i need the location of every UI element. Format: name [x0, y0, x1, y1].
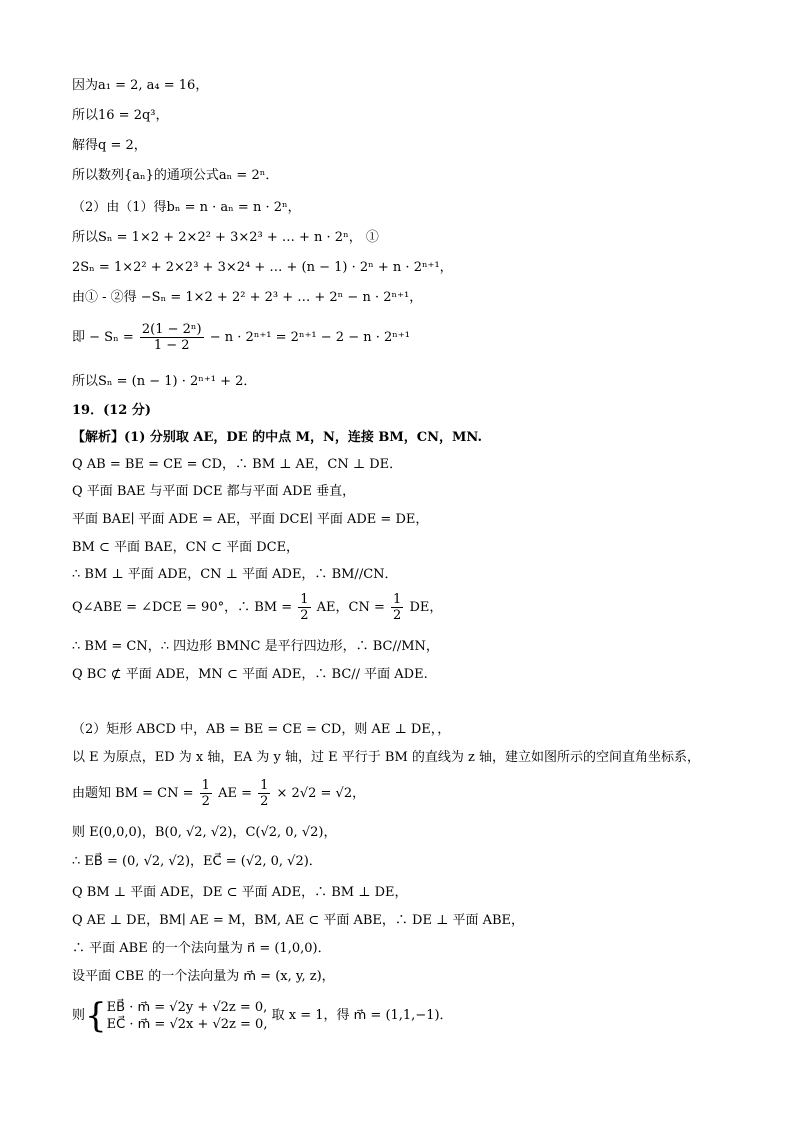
- fraction: [200, 778, 212, 809]
- equation-part: × 2√2 = √2，: [276, 786, 366, 801]
- fraction-equation-line: [72, 592, 442, 623]
- text-line: ∴ 平面 ABE 的一个法向量为 n⃗ = (1,0,0)．: [72, 941, 331, 956]
- left-brace-icon: {: [85, 995, 107, 1036]
- system-equation-2: EC⃗ · m⃗ = √2x + √2z = 0,: [106, 1016, 268, 1032]
- equation-part: 由题知 BM = CN =: [72, 786, 198, 801]
- equation-part: AE，CN =: [316, 600, 390, 615]
- equation-part: Q∠ABE = ∠DCE = 90°，∴ BM =: [72, 600, 297, 615]
- text-line: 由① - ②得 −Sₙ = 1×2 + 2² + 2³ + … + 2ⁿ − n · 2ⁿ⁺¹，: [72, 290, 423, 305]
- fraction-numerator: 1: [260, 778, 269, 793]
- text-line: 平面 BAE∣ 平面 ADE = AE，平面 DCE∣ 平面 ADE = DE，: [72, 512, 429, 527]
- text-line: 解得q = 2，: [72, 138, 147, 153]
- fraction-numerator: 1: [201, 778, 210, 793]
- text-line: （2）矩形 ABCD 中，AB = BE = CE = CD，则 AE ⊥ DE，，: [72, 722, 451, 737]
- equation-suffix: − n · 2ⁿ⁺¹ = 2ⁿ⁺¹ − 2 − n · 2ⁿ⁺¹: [209, 330, 410, 345]
- text-line: 因为a₁ = 2, a₄ = 16，: [72, 78, 209, 93]
- fraction-denominator: 2: [300, 608, 309, 623]
- text-line: ∴ BM = CN，∴ 四边形 BMNC 是平行四边形，∴ BC//MN，: [72, 639, 439, 654]
- fraction-denominator: 1 − 2: [153, 338, 190, 353]
- text-line: 则 E(0,0,0)，B(0, √2, √2)，C(√2, 0, √2)，: [72, 825, 337, 840]
- text-line: 所以16 = 2q³，: [72, 108, 169, 123]
- text-line: ∴ EB⃗ = (0, √2, √2)，EC⃗ = (√2, 0, √2)．: [72, 854, 322, 869]
- fraction-numerator: 1: [393, 592, 402, 607]
- fraction-equation-line: [72, 778, 365, 809]
- fraction-equation-line: [72, 322, 410, 353]
- fraction-numerator: 2(1 − 2ⁿ): [141, 322, 202, 337]
- text-line: Q AE ⊥ DE，BM∣ AE = M，BM, AE ⊂ 平面 ABE，∴ DE ⊥ 平面 ABE，: [72, 913, 525, 928]
- analysis-heading: 【解析】(1) 分别取 AE，DE 的中点 M，N，连接 BM，CN，MN.: [72, 430, 483, 445]
- text-line: 2Sₙ = 1×2² + 2×2³ + 3×2⁴ + … + (n − 1) · 2ⁿ + n · 2ⁿ⁺¹，: [72, 260, 453, 275]
- text-line: 所以数列{aₙ}的通项公式aₙ = 2ⁿ．: [72, 168, 279, 183]
- text-line: 所以Sₙ = 1×2 + 2×2² + 3×2³ + … + n · 2ⁿ， ①: [72, 230, 379, 245]
- fraction: [298, 592, 310, 623]
- text-line: ∴ BM ⊥ 平面 ADE，CN ⊥ 平面 ADE，∴ BM//CN．: [72, 567, 398, 582]
- equation-system-line: [72, 996, 453, 1036]
- fraction-numerator: 1: [300, 592, 309, 607]
- text-line: 以 E 为原点，ED 为 x 轴，EA 为 y 轴，过 E 平行于 BM 的直线为 z 轴，建立如图所示的空间直角坐标系，: [72, 750, 701, 765]
- text-line: （2）由（1）得bₙ = n · aₙ = n · 2ⁿ，: [72, 200, 301, 215]
- equation-part: AE =: [218, 786, 257, 801]
- equation-prefix: 即 − Sₙ =: [72, 330, 138, 345]
- text-line: Q AB = BE = CE = CD，∴ BM ⊥ AE，CN ⊥ DE．: [72, 457, 403, 472]
- fraction-denominator: 2: [393, 608, 402, 623]
- system-equation-1: EB⃗ · m⃗ = √2y + √2z = 0,: [106, 999, 268, 1015]
- equation-part: DE，: [409, 600, 443, 615]
- fraction-denominator: 2: [260, 794, 269, 809]
- text-line: 所以Sₙ = (n − 1) · 2ⁿ⁺¹ + 2．: [72, 374, 257, 389]
- fraction: [391, 592, 403, 623]
- fraction-denominator: 2: [201, 794, 210, 809]
- system-prefix: 则: [72, 1008, 86, 1023]
- text-line: 设平面 CBE 的一个法向量为 m⃗ = (x, y, z)，: [72, 969, 335, 984]
- system-suffix: 取 x = 1，得 m⃗ = (1,1,−1)．: [271, 1008, 453, 1023]
- equation-system: [107, 999, 268, 1033]
- fraction: [140, 322, 204, 353]
- text-line: Q 平面 BAE 与平面 DCE 都与平面 ADE 垂直，: [72, 484, 356, 499]
- question-heading: 19．(12 分): [72, 403, 152, 418]
- text-line: BM ⊂ 平面 BAE，CN ⊂ 平面 DCE，: [72, 540, 300, 555]
- fraction: [258, 778, 270, 809]
- text-line: Q BM ⊥ 平面 ADE，DE ⊂ 平面 ADE，∴ BM ⊥ DE，: [72, 885, 408, 900]
- text-line: Q BC ⊄ 平面 ADE，MN ⊂ 平面 ADE，∴ BC// 平面 ADE.: [72, 667, 428, 682]
